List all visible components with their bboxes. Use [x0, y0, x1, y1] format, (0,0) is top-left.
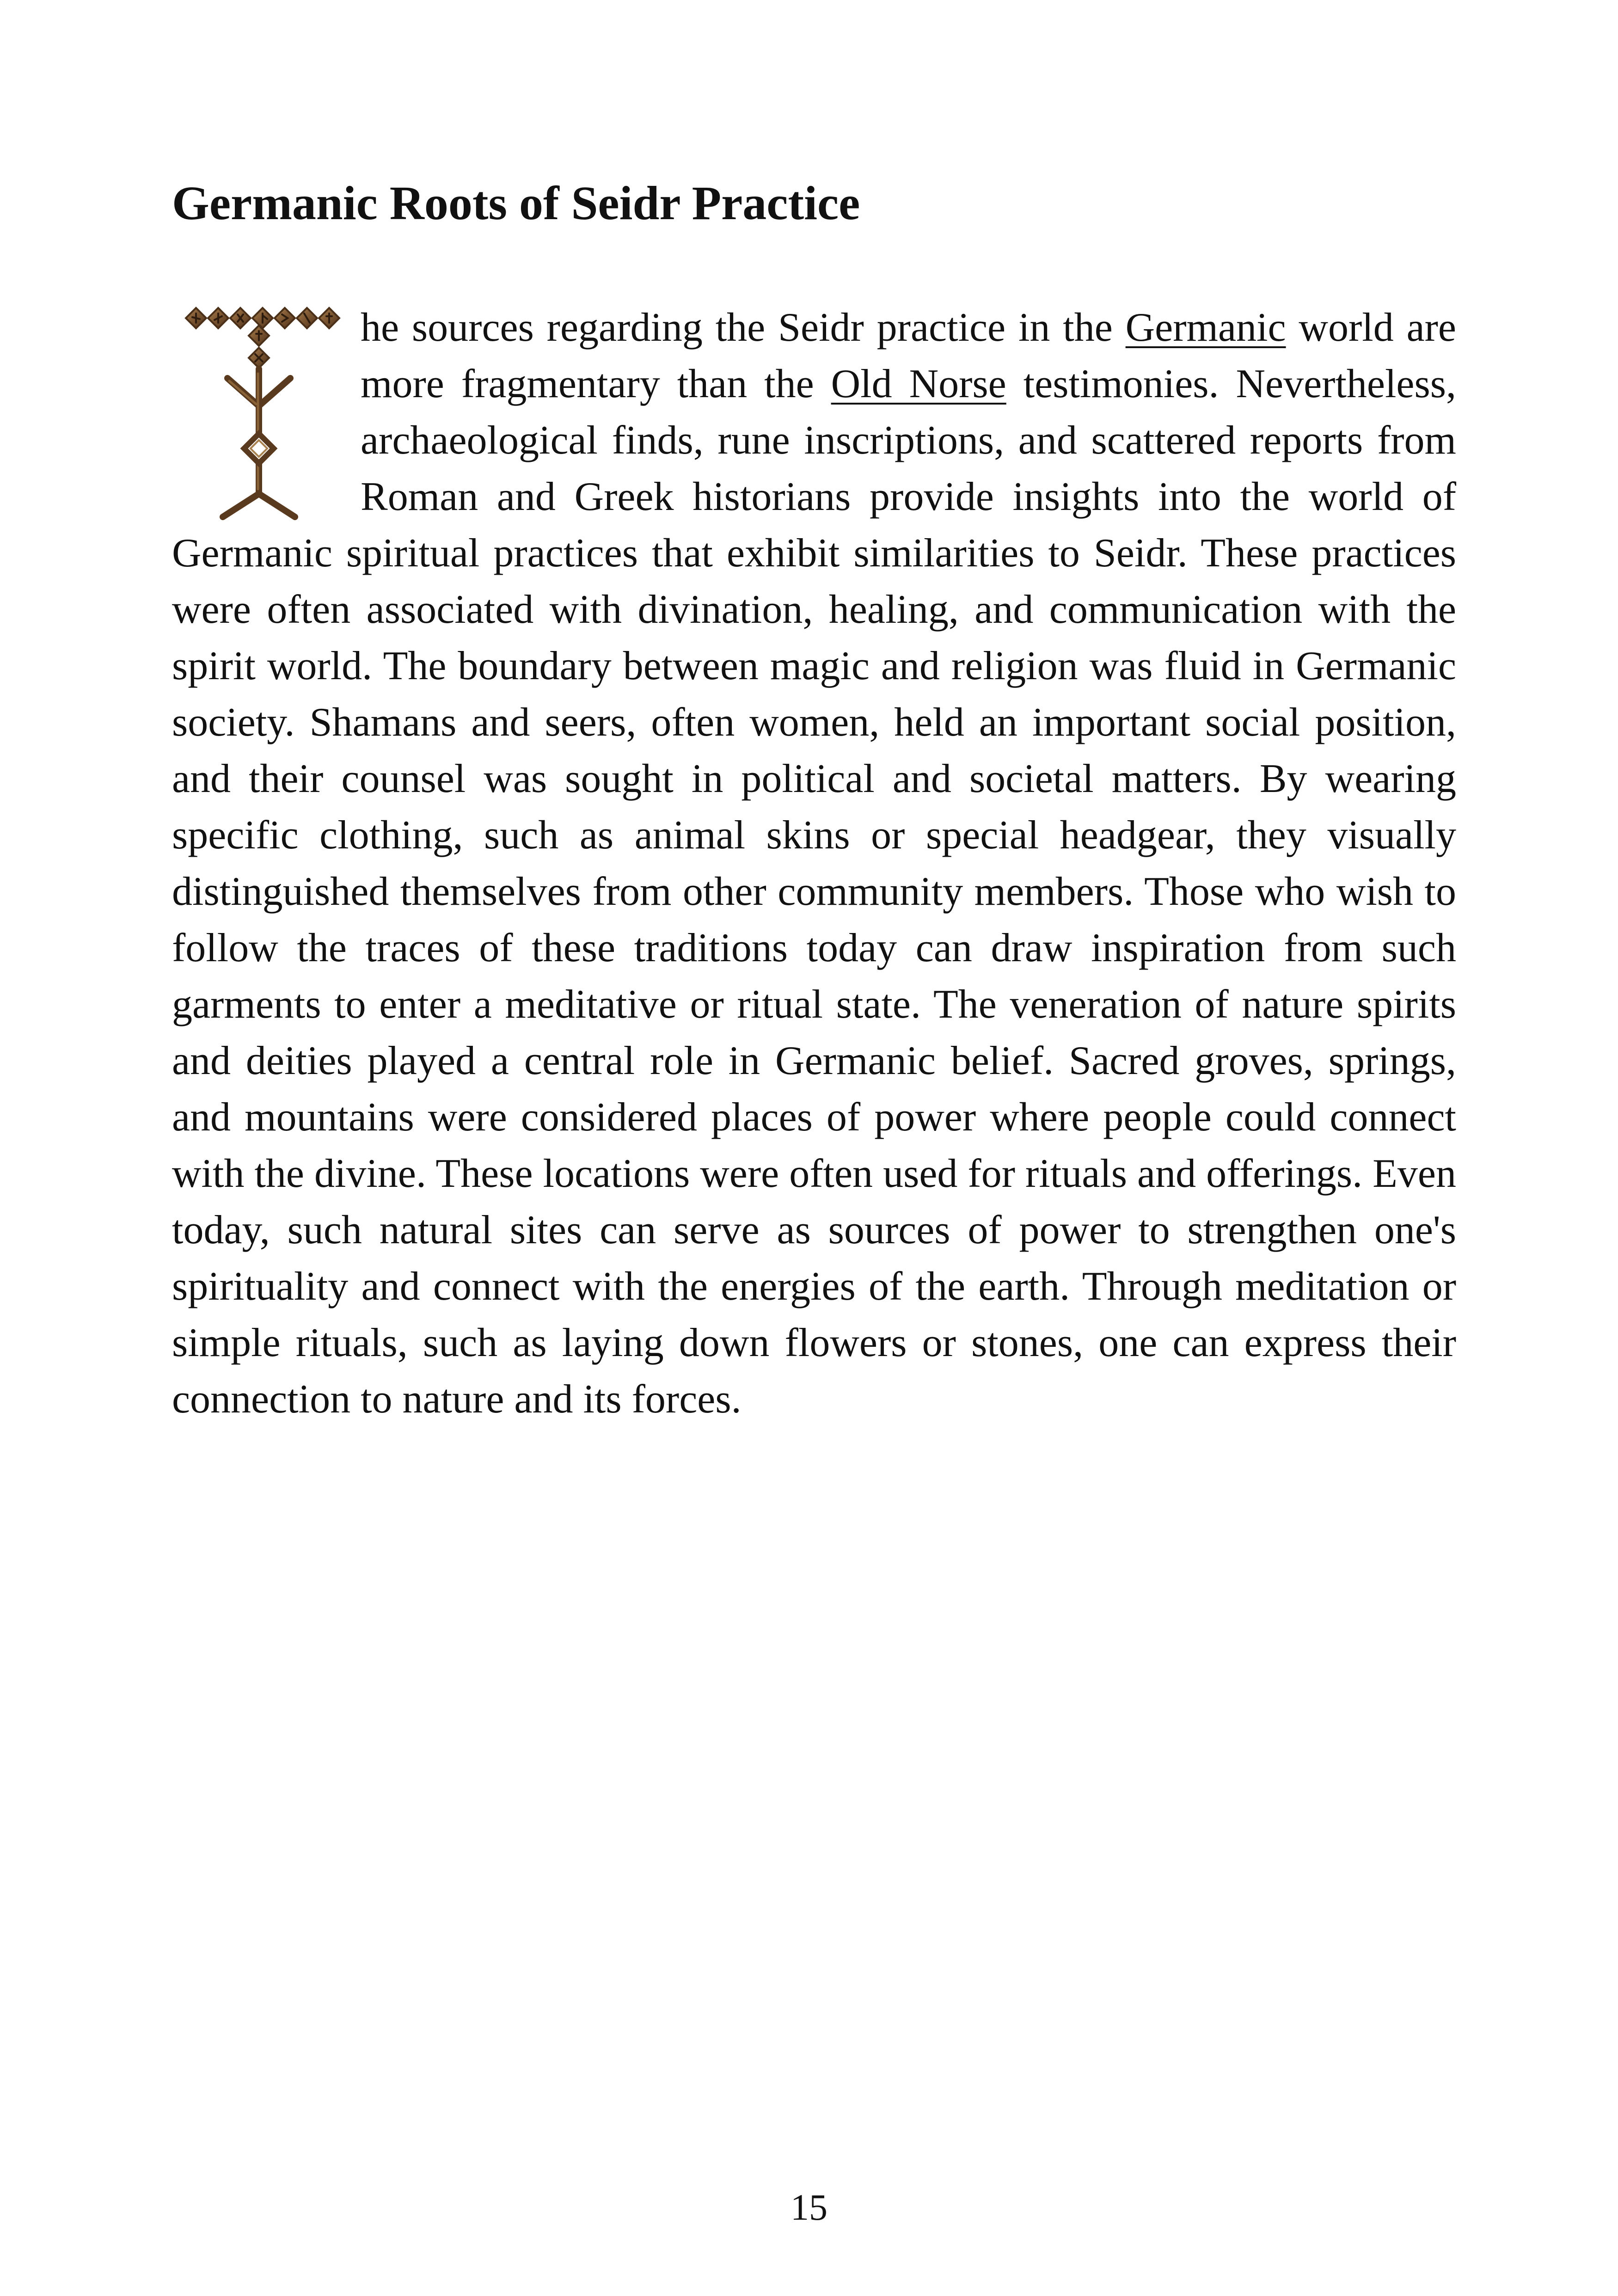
body-text-segment: testimonies. Nevertheless, archaeological finds, rune inscriptions, and scattered reports from Roman and Greek historians provide insights into the world of Germanic spiritual practices that exhibit similarities to Seidr. These practices were often associated with divination, healing, and communication with the spirit world. The boundary between magic and religion was fluid in Germanic society. Shamans and seers, often women, held an important social position, and their counsel was sought in political and societal matters. By wearing specific clothing, such as animal skins or special headgear, they visually distinguished themselves from other community members. Those who wish to follow the traces of these traditions today can draw inspiration from such garments to enter a meditative or ritual state. The veneration of nature spirits and deities played a central role in Germanic belief. Sacred groves, springs, and mountains were considered places of power where people could connect with the divine. These locations were often used for rituals and offerings. Even today, such natural sites can serve as sources of power to strengthen one's spirituality and connect with the energies of the earth. Through meditation or simple rituals, such as laying down flowers or stones, one can express their connection to nature and its forces. — [172, 362, 1456, 1422]
drop-cap-rune-t-icon — [172, 300, 343, 522]
page-title: Germanic Roots of Seidr Practice — [172, 177, 860, 230]
body-text-segment: he sources regarding the Seidr practice in the — [361, 305, 1126, 350]
old-norse-link[interactable]: Old Norse — [831, 362, 1006, 406]
germanic-link[interactable]: Germanic — [1125, 305, 1286, 350]
body-text-segment: world are more fragmentary than the — [361, 305, 1456, 406]
body-paragraph — [172, 300, 1456, 1428]
page-number: 15 — [791, 2187, 827, 2228]
